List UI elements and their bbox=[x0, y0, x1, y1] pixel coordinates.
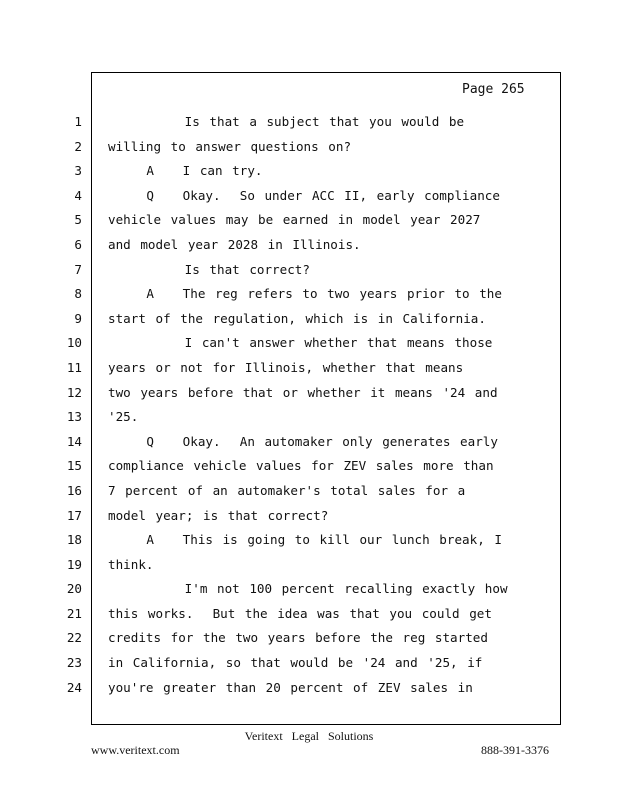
transcript-line bbox=[0, 159, 618, 184]
transcript-line bbox=[0, 553, 618, 578]
line-text: A I can try. bbox=[108, 163, 263, 179]
transcript-line bbox=[0, 356, 618, 381]
transcript-line bbox=[0, 331, 618, 356]
line-text: compliance vehicle values for ZEV sales more than bbox=[108, 458, 494, 474]
line-number: 23 bbox=[66, 655, 82, 671]
line-number: 16 bbox=[66, 482, 82, 498]
line-text: credits for the two years before the reg started bbox=[108, 630, 488, 646]
line-text: Is that a subject that you would be bbox=[108, 114, 465, 129]
line-number: 8 bbox=[74, 286, 82, 302]
line-number: 17 bbox=[66, 507, 82, 523]
line-text: two years before that or whether it means '24 and bbox=[108, 384, 498, 400]
line-number: 14 bbox=[66, 433, 82, 449]
line-number: 18 bbox=[66, 532, 82, 548]
line-number: 22 bbox=[66, 630, 82, 646]
transcript-line bbox=[0, 381, 618, 406]
transcript-line bbox=[0, 479, 618, 504]
line-text: think. bbox=[108, 556, 154, 572]
footer-phone: 888-391-3376 bbox=[481, 743, 549, 757]
transcript-line bbox=[0, 110, 618, 135]
line-text: A The reg refers to two years prior to the bbox=[108, 286, 502, 302]
transcript-line bbox=[0, 528, 618, 553]
line-number: 2 bbox=[74, 138, 82, 154]
transcript-line bbox=[0, 430, 618, 455]
line-number: 19 bbox=[66, 556, 82, 572]
line-number: 10 bbox=[66, 335, 82, 351]
line-number: 15 bbox=[66, 458, 82, 474]
line-text: you're greater than 20 percent of ZEV sales in bbox=[108, 679, 473, 695]
line-text: willing to answer questions on? bbox=[108, 138, 352, 154]
line-text: start of the regulation, which is in California. bbox=[108, 310, 486, 326]
transcript-line bbox=[0, 626, 618, 651]
line-text: Q Okay. So under ACC II, early compliance bbox=[108, 187, 500, 203]
transcript-line bbox=[0, 577, 618, 602]
transcript-body bbox=[0, 110, 618, 700]
line-text: in California, so that would be '24 and '25, if bbox=[108, 655, 483, 671]
transcript-line bbox=[0, 208, 618, 233]
footer-company: Veritext Legal Solutions bbox=[244, 729, 374, 743]
transcript-line bbox=[0, 504, 618, 529]
footer-website: www.veritext.com bbox=[91, 743, 180, 757]
line-text: and model year 2028 in Illinois. bbox=[108, 236, 361, 252]
transcript-line bbox=[0, 307, 618, 332]
line-text: Q Okay. An automaker only generates early bbox=[108, 433, 498, 449]
transcript-line bbox=[0, 135, 618, 160]
line-text: I can't answer whether that means those bbox=[108, 335, 493, 351]
transcript-line bbox=[0, 282, 618, 307]
line-text: 7 percent of an automaker's total sales for a bbox=[108, 482, 466, 498]
line-number: 24 bbox=[66, 679, 82, 695]
line-number: 3 bbox=[74, 163, 82, 179]
line-number: 9 bbox=[74, 310, 82, 326]
line-number: 21 bbox=[66, 605, 82, 621]
line-number: 1 bbox=[74, 114, 82, 129]
line-text: vehicle values may be earned in model year 2027 bbox=[108, 212, 481, 228]
line-text: model year; is that correct? bbox=[108, 507, 329, 523]
page-number: Page 265 bbox=[462, 82, 525, 97]
line-number: 20 bbox=[66, 581, 82, 597]
transcript-line bbox=[0, 676, 618, 701]
line-text: A This is going to kill our lunch break, I bbox=[108, 532, 502, 548]
line-number: 5 bbox=[74, 212, 82, 228]
line-number: 7 bbox=[74, 261, 82, 277]
line-text: this works. But the idea was that you could get bbox=[108, 605, 492, 621]
line-number: 6 bbox=[74, 236, 82, 252]
line-text: '25. bbox=[108, 409, 139, 425]
line-number: 11 bbox=[66, 359, 82, 375]
line-number: 13 bbox=[66, 409, 82, 425]
line-text: Is that correct? bbox=[108, 261, 310, 277]
transcript-line bbox=[0, 184, 618, 209]
transcript-line bbox=[0, 651, 618, 676]
line-text: I'm not 100 percent recalling exactly how bbox=[108, 581, 508, 597]
transcript-line bbox=[0, 233, 618, 258]
line-number: 12 bbox=[66, 384, 82, 400]
line-number: 4 bbox=[74, 187, 82, 203]
line-text: years or not for Illinois, whether that means bbox=[108, 359, 464, 375]
transcript-line bbox=[0, 405, 618, 430]
transcript-line bbox=[0, 258, 618, 283]
transcript-line bbox=[0, 454, 618, 479]
transcript-line bbox=[0, 602, 618, 627]
